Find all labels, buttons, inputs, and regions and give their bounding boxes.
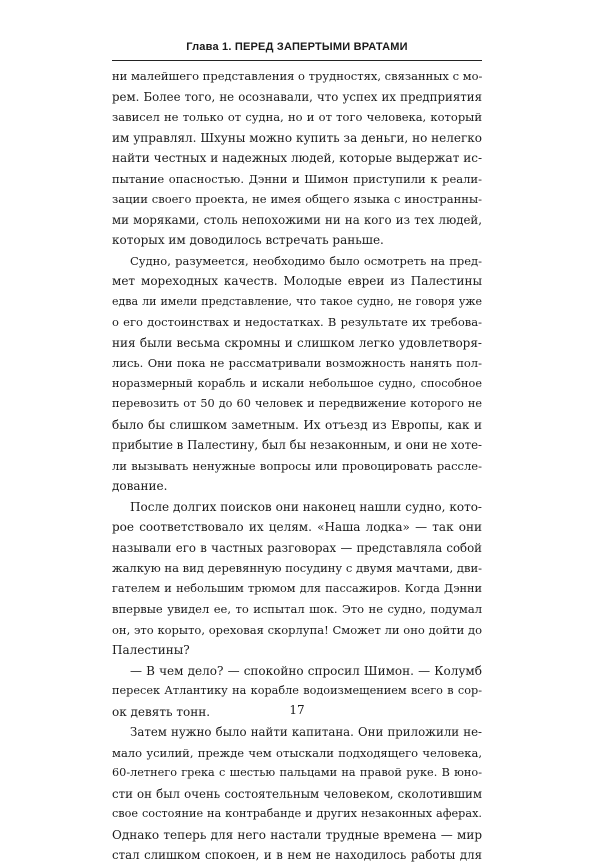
text-line: пересек Атлантику на корабле водоизмещением всего в сор- bbox=[112, 684, 482, 697]
text-line: Судно, разумеется, необходимо было осмотреть на пред- bbox=[130, 253, 482, 268]
text-line: впервые увидел ее, то испытал шок. Это не судно, подумал bbox=[112, 602, 482, 616]
text-line: пытание опасностью. Дэнни и Шимон приступили к реали- bbox=[112, 171, 482, 186]
text-line: ок девять тонн. bbox=[112, 704, 211, 719]
text-line: о его достоинствах и недостатках. В результате их требова- bbox=[112, 315, 482, 329]
text-line: которых им доводилось встречать раньше. bbox=[112, 233, 384, 247]
text-line: едва ли имели представление, что такое судно, не говоря уже bbox=[112, 294, 482, 308]
text-line: ни малейшего представления о трудностях, связанных с мо- bbox=[112, 69, 482, 83]
body-text bbox=[112, 66, 482, 866]
text-line: гателем и небольшим трюмом для пассажиров. Когда Дэнни bbox=[112, 581, 482, 595]
text-line: После долгих поисков они наконец нашли судно, кото- bbox=[130, 499, 482, 514]
text-line: ния были весьма скромны и слишком легко удовлетворя- bbox=[112, 335, 482, 350]
text-line: зависел не только от судна, но и от того человека, который bbox=[112, 110, 482, 124]
text-line: прибытие в Палестину, был бы незаконным, и они не хоте- bbox=[112, 438, 482, 452]
text-line: мало усилий, прежде чем отыскали подходящего человека, bbox=[112, 745, 482, 760]
text-line: рем. Более того, не осознавали, что успех их предприятия bbox=[112, 89, 482, 104]
text-line: называли его в частных разговорах — представляла собой bbox=[112, 540, 482, 555]
text-line: найти честных и надежных людей, которые выдержат ис- bbox=[112, 151, 482, 165]
page-number: 17 bbox=[289, 703, 305, 717]
text-line: Палестины? bbox=[112, 643, 190, 657]
text-line: норазмерный корабль и искали небольшое судно, способное bbox=[112, 376, 482, 390]
text-line: ми моряками, столь непохожими ни на кого из тех людей, bbox=[112, 212, 482, 227]
text-line: свое состояние на контрабанде и других незаконных аферах. bbox=[112, 807, 482, 820]
text-line: им управлял. Шхуны можно купить за деньги, но нелегко bbox=[112, 130, 482, 145]
text-line: он, это корыто, ореховая скорлупа! Сможет ли оно дойти до bbox=[112, 622, 482, 637]
text-line: дование. bbox=[112, 479, 168, 493]
text-line: 60-летнего грека с шестью пальцами на правой руке. В юно- bbox=[112, 766, 482, 779]
text-line: Затем нужно было найти капитана. Они приложили не- bbox=[130, 725, 482, 739]
text-line: мет мореходных качеств. Молодые евреи из Палестины bbox=[112, 274, 482, 288]
text-line: стал слишком спокоен, и в нем не находилось работы для bbox=[112, 848, 482, 862]
text-line: сти он был очень состоятельным человеком, сколотившим bbox=[112, 786, 482, 801]
text-line: лись. Они пока не рассматривали возможность нанять пол- bbox=[112, 356, 482, 370]
text-line: Однако теперь для него настали трудные времена — мир bbox=[112, 827, 482, 842]
text-line: зации своего проекта, не имея общего языка с иностранны- bbox=[112, 192, 482, 206]
text-line: жалкую на вид деревянную посудину с двумя мачтами, дви- bbox=[112, 561, 482, 575]
text-line: — В чем дело? — спокойно спросил Шимон. — Колумб bbox=[130, 663, 482, 678]
text-line: ли вызывать ненужные вопросы или провоцировать рассле- bbox=[112, 458, 482, 473]
text-line: было бы слишком заметным. Их отъезд из Европы, как и bbox=[112, 417, 482, 432]
text-line: рое соответствовало их целям. «Наша лодка» — так они bbox=[112, 520, 482, 534]
text-line: перевозить от 50 до 60 человек и передвижение которого не bbox=[112, 397, 482, 410]
header-rule bbox=[112, 60, 482, 61]
running-header: Глава 1. ПЕРЕД ЗАПЕРТЫМИ ВРАТАМИ bbox=[186, 41, 408, 53]
